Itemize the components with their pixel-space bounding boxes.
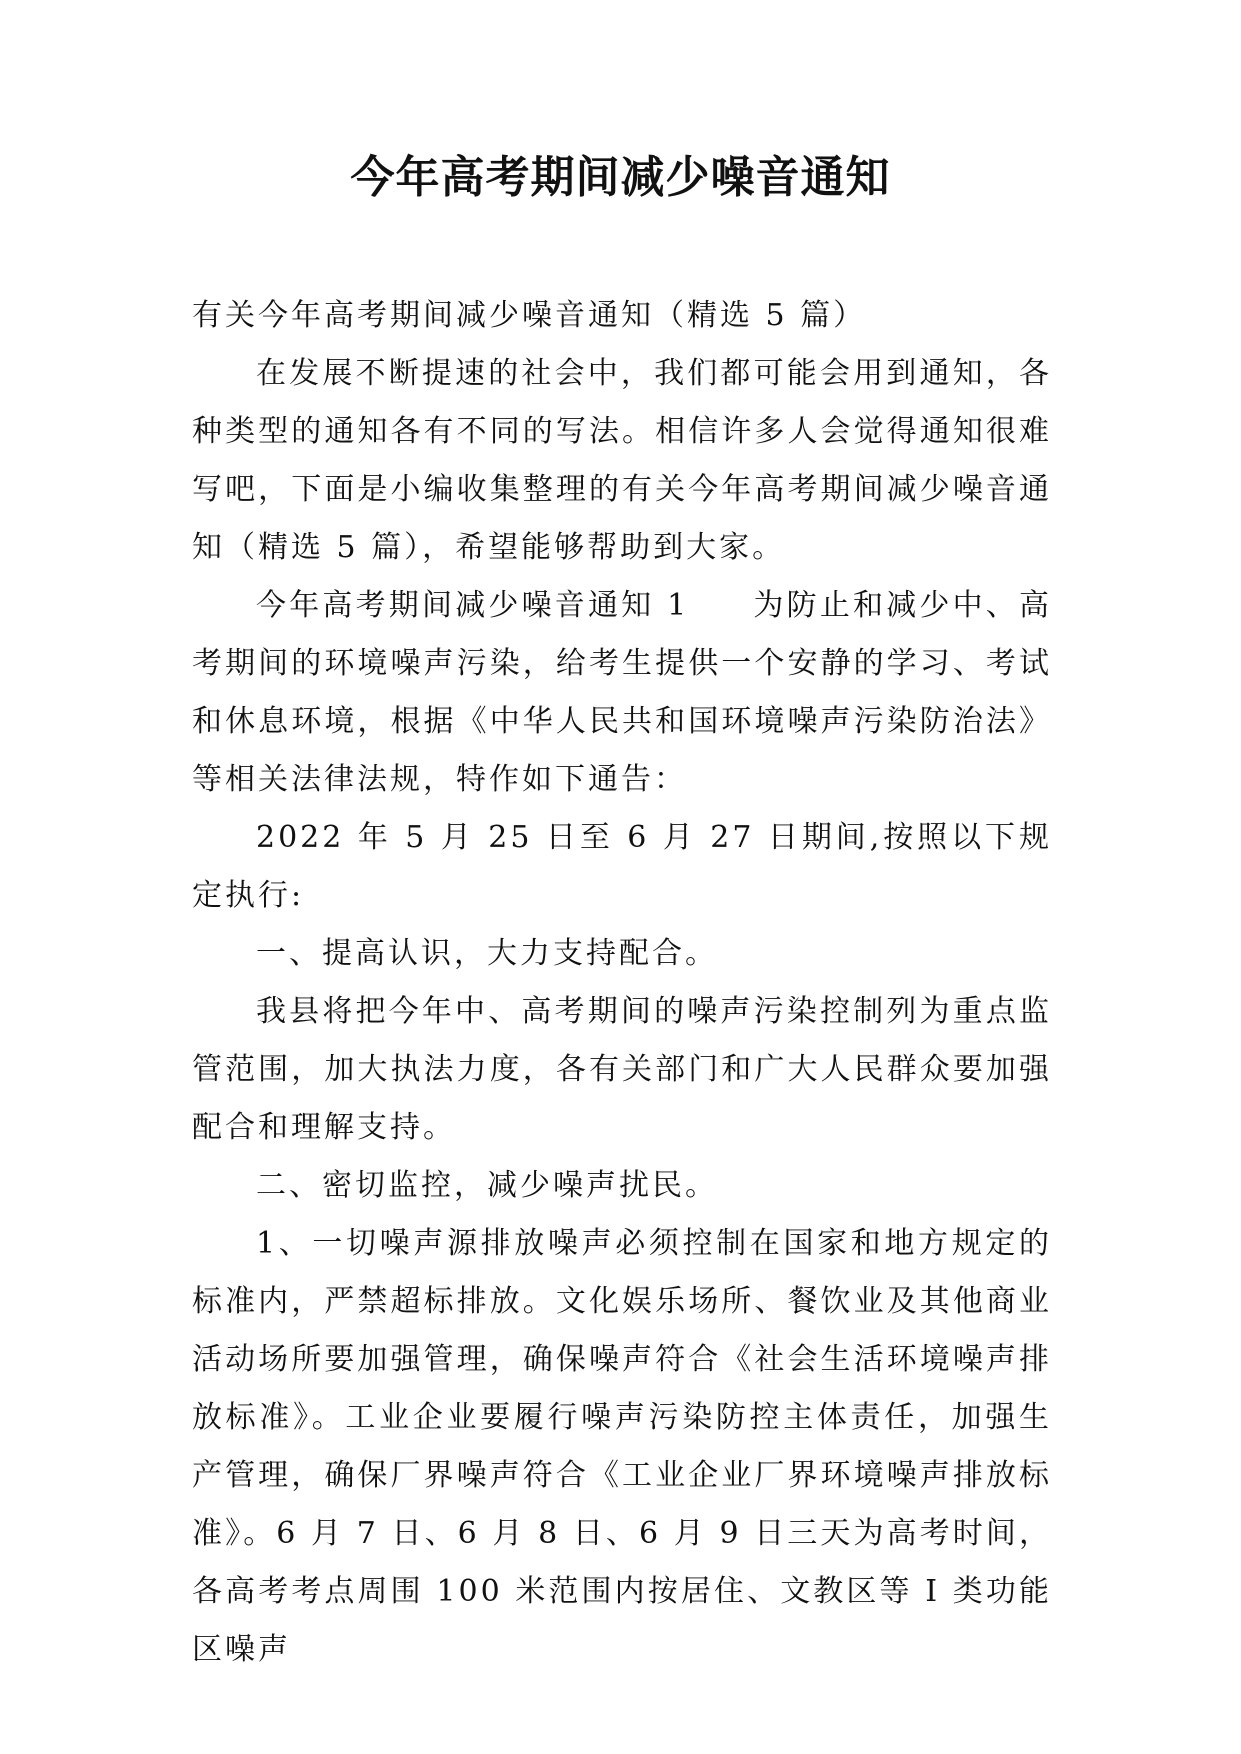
item1-heading: 一、提高认识，大力支持配合。 xyxy=(256,936,718,971)
item1-paragraph: 我县将把今年中、高考期间的噪声污染控制列为重点监管范围，加大执法力度，各有关部门和广大人民群众要加强配合和理解支持。 xyxy=(192,994,1052,1145)
item2-heading: 二、密切监控，减少噪声扰民。 xyxy=(256,1168,718,1203)
period-paragraph: 2022 年 5 月 25 日至 6 月 27 日期间,按照以下规定执行: xyxy=(192,820,1052,913)
subtitle-paragraph: 有关今年高考期间减少噪音通知（精选 5 篇） xyxy=(192,298,867,333)
item2-paragraph: 1、一切噪声源排放噪声必须控制在国家和地方规定的标准内，严禁超标排放。文化娱乐场所、餐饮业及其他商业活动场所要加强管理，确保噪声符合《社会生活环境噪声排放标准》。工业企业要履行噪声污染防控主体责任，加强生产管理，确保厂界噪声符合《工业企业厂界环境噪声排放标准》。6 月 7 日、6 月 8 日、6 月 9 日三天为高考时间，各高考考点周围 100 米范围内按居住、文教区等 I 类功能区噪声 xyxy=(192,1226,1052,1667)
document-body xyxy=(192,287,1052,1679)
intro-paragraph: 在发展不断提速的社会中，我们都可能会用到通知，各种类型的通知各有不同的写法。相信许多人会觉得通知很难写吧，下面是小编收集整理的有关今年高考期间减少噪音通知（精选 5 篇），希望能够帮助到大家。 xyxy=(192,356,1052,565)
section1-heading: 今年高考期间减少噪音通知 1 xyxy=(256,588,690,623)
document-title: 今年高考期间减少噪音通知 xyxy=(350,152,891,203)
section1-text: 为防止和减少中、高考期间的环境噪声污染，给考生提供一个安静的学习、考试和休息环境，根据《中华人民共和国环境噪声污染防治法》等相关法律法规，特作如下通告： xyxy=(192,588,1053,797)
section1-paragraph xyxy=(192,577,1052,809)
